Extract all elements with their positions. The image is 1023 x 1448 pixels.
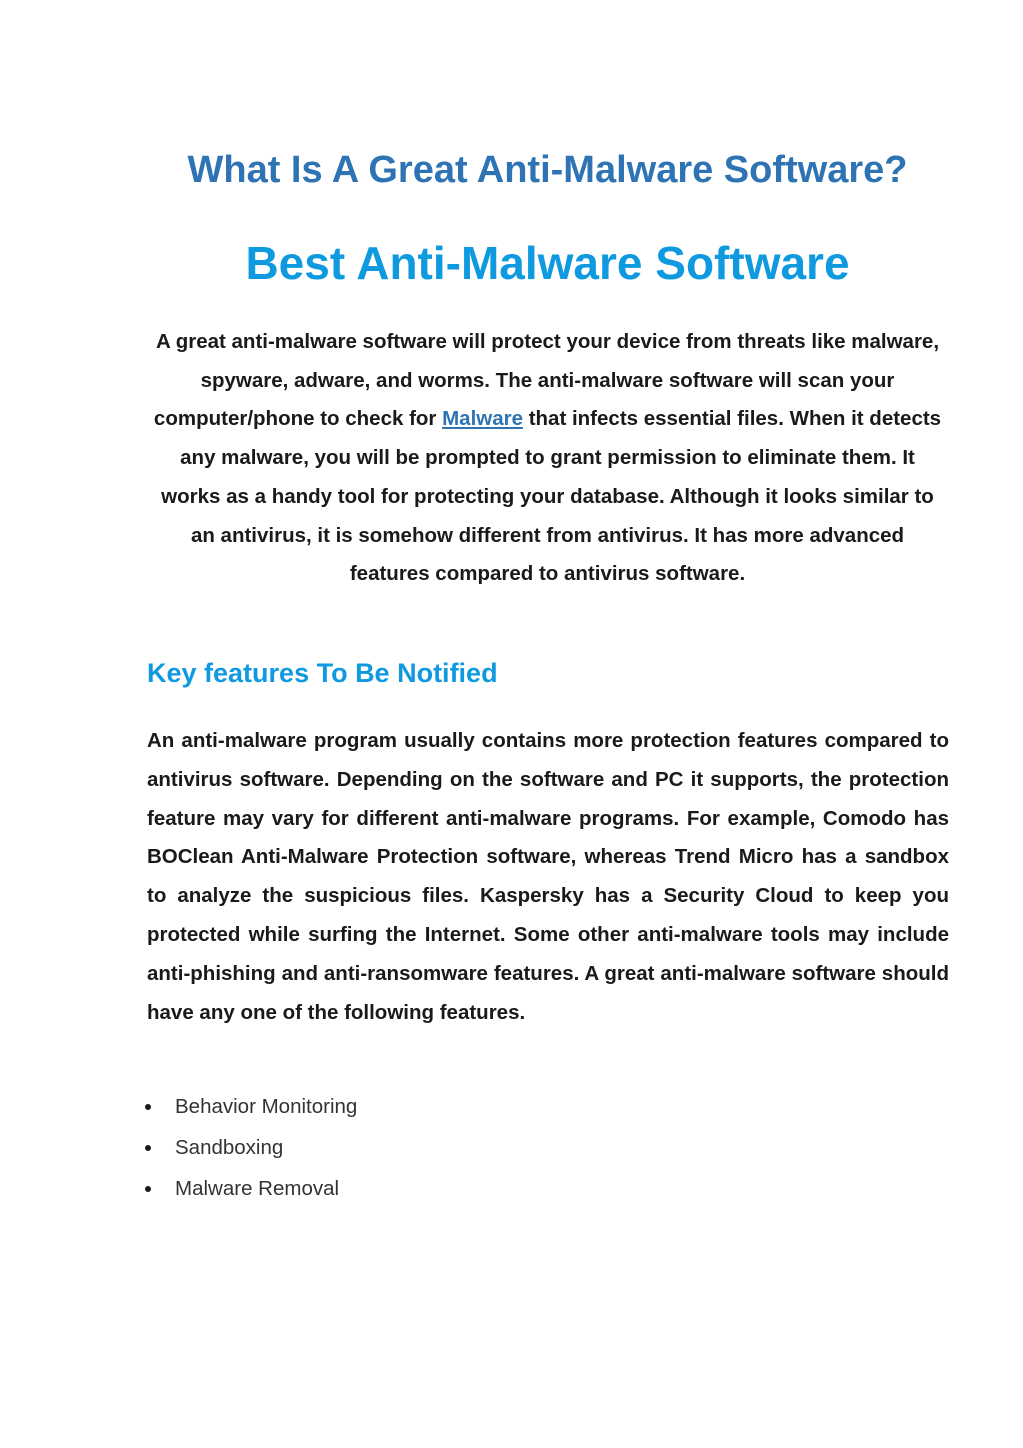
bullet-icon [145,1186,151,1192]
intro-paragraph [150,323,945,594]
list-item [140,1168,357,1209]
list-item [140,1127,357,1168]
list-item-label: Behavior Monitoring [175,1095,358,1118]
bullet-icon [145,1145,151,1151]
feature-list [140,1086,357,1209]
page-subtitle: Best Anti-Malware Software [245,237,850,289]
section-heading-key-features: Key features To Be Notified [147,658,498,688]
list-item-label: Sandboxing [175,1136,284,1159]
bullet-icon [145,1104,151,1110]
list-item [140,1086,357,1127]
features-paragraph: An anti-malware program usually contains more protection features compared to antivirus software. Depending on the software and PC it supports, the protection feature may vary for different anti-malware programs. For example, Comodo has BOClean Anti-Malware Protection software, whereas Trend Micro has a sandbox to analyze the suspicious files. Kaspersky has a Security Cloud to keep you protected while surfing the Internet. Some other anti-malware tools may include anti-phishing and anti-ransomware features. A great anti-malware software should have any one of the following features. [147,729,949,1024]
intro-text-after-link: that infects essential files. When it detects any malware, you will be prompted to grant permission to eliminate them. It works as a handy tool for protecting your database. Although it looks similar to an antivirus, it is somehow different from antivirus. It has more advanced features compared to antivirus software. [161,407,942,586]
list-item-label: Malware Removal [175,1177,340,1200]
intro-text-before-link: A great anti-malware software will protect your device from threats like malware, spyware, adware, and worms. The anti-malware software will scan your computer/phone to check for [153,330,940,431]
page-title: What Is A Great Anti-Malware Software? [187,149,908,191]
malware-link[interactable]: Malware [442,407,523,431]
